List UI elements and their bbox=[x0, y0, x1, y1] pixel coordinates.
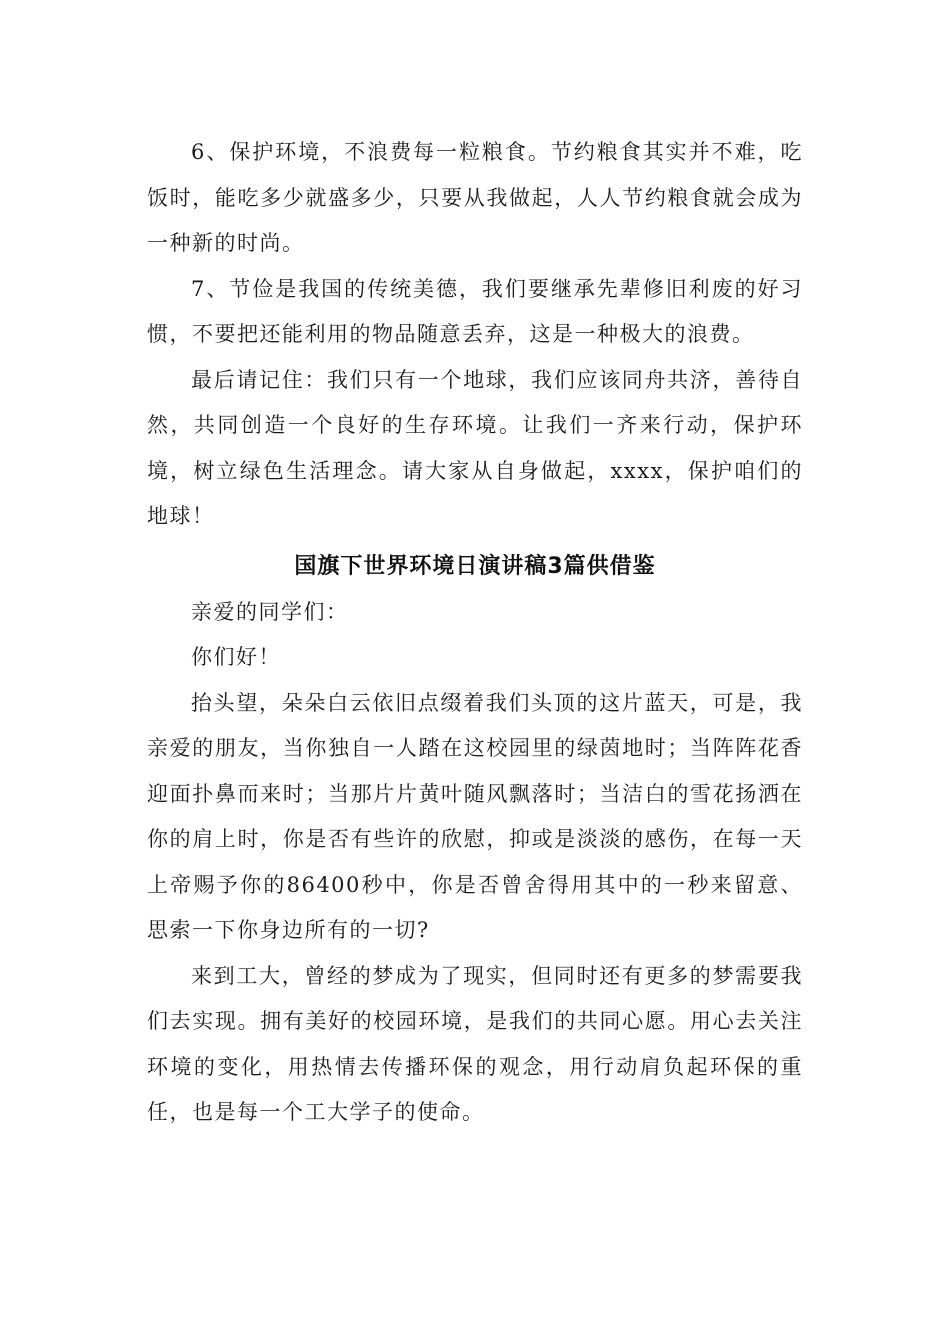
paragraph-salutation: 亲爱的同学们： bbox=[191, 599, 349, 624]
paragraph-greeting: 你们好！ bbox=[191, 645, 281, 669]
paragraph-closing: 最后请记住：我们只有一个地球，我们应该同舟共济，善待自然，共同创造一个良好的生存环境。让我们一齐来行动，保护环境，树立绿色生活理念。请大家从自身做起，xxxx，保护咱们的地球！ bbox=[147, 367, 803, 528]
document-body bbox=[147, 130, 803, 1136]
section-heading: 国旗下世界环境日演讲稿3篇供借鉴 bbox=[294, 553, 656, 579]
paragraph-body-2: 来到工大，曾经的梦成为了现实，但同时还有更多的梦需要我们去实现。拥有美好的校园环境，是我们的共同心愿。用心去关注环境的变化，用热情去传播环保的观念，用行动肩负起环保的重任，也是每一个工大学子的使命。 bbox=[147, 963, 803, 1124]
paragraph-item-7: 7、节俭是我国的传统美德，我们要继承先辈修旧利废的好习惯，不要把还能利用的物品随意丢弃，这是一种极大的浪费。 bbox=[147, 276, 803, 346]
paragraph-item-6: 6、保护环境，不浪费每一粒粮食。节约粮食其实并不难，吃饭时，能吃多少就盛多少，只要从我做起，人人节约粮食就会成为一种新的时尚。 bbox=[147, 140, 803, 255]
paragraph-body-1: 抬头望，朵朵白云依旧点缀着我们头顶的这片蓝天，可是，我亲爱的朋友，当你独自一人踏在这校园里的绿茵地时；当阵阵花香迎面扑鼻而来时；当那片片黄叶随风飘落时；当洁白的雪花扬洒在你的肩上时，你是否有些许的欣慰，抑或是淡淡的感伤，在每一天上帝赐予你的86400秒中，你是否曾舍得用其中的一秒来留意、思索一下你身边所有的一切? bbox=[147, 690, 803, 942]
